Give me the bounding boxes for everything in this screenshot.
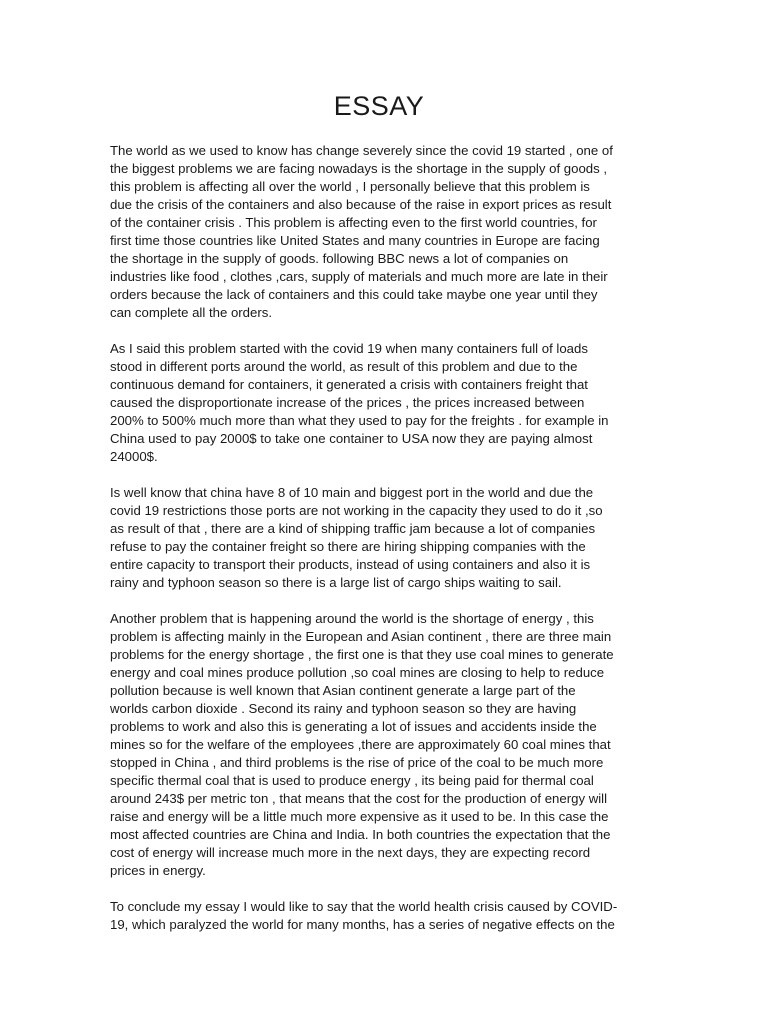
paragraph-5 bbox=[110, 898, 670, 934]
text-line: specific thermal coal that is used to produce energy , its being paid for thermal coal bbox=[110, 773, 594, 788]
text-line: mines so for the welfare of the employees ,there are approximately 60 coal mines that bbox=[110, 737, 611, 752]
paragraph-spacer bbox=[110, 592, 670, 610]
document-title: ESSAY bbox=[333, 91, 425, 121]
essay-body bbox=[110, 142, 670, 934]
text-line: 24000$. bbox=[110, 449, 158, 464]
text-line: China used to pay 2000$ to take one container to USA now they are paying almost bbox=[110, 431, 593, 446]
text-line: pollution because is well known that Asian continent generate a large part of the bbox=[110, 683, 576, 698]
text-line: around 243$ per metric ton , that means that the cost for the production of energy will bbox=[110, 791, 608, 806]
text-line: problems to work and also this is generating a lot of issues and accidents inside the bbox=[110, 719, 597, 734]
text-line: this problem is affecting all over the world , I personally believe that this problem is bbox=[110, 179, 590, 194]
text-line: prices in energy. bbox=[110, 863, 206, 878]
text-line: cost of energy will increase much more in the next days, they are expecting record bbox=[110, 845, 591, 860]
text-line: As I said this problem started with the covid 19 when many containers full of loads bbox=[110, 341, 588, 356]
text-line: raise and energy will be a little much more expensive as it used to be. In this case the bbox=[110, 809, 609, 824]
text-line: first time those countries like United States and many countries in Europe are facing bbox=[110, 233, 600, 248]
paragraph-spacer bbox=[110, 880, 670, 898]
text-line: the biggest problems we are facing nowadays is the shortage in the supply of goods , bbox=[110, 161, 608, 176]
text-line: orders because the lack of containers and this could take maybe one year until they bbox=[110, 287, 598, 302]
text-line: stopped in China , and third problems is the rise of price of the coal to be much more bbox=[110, 755, 604, 770]
text-line: refuse to pay the container freight so there are hiring shipping companies with the bbox=[110, 539, 586, 554]
text-line: worlds carbon dioxide . Second its rainy and typhoon season so they are having bbox=[110, 701, 577, 716]
text-line: rainy and typhoon season so there is a large list of cargo ships waiting to sail. bbox=[110, 575, 562, 590]
text-line: due the crisis of the containers and also because of the raise in export prices as result bbox=[110, 197, 612, 212]
text-line: can complete all the orders. bbox=[110, 305, 272, 320]
paragraph-2 bbox=[110, 340, 670, 466]
paragraph-4 bbox=[110, 610, 670, 880]
text-line: covid 19 restrictions those ports are not working in the capacity they used to do it ,so bbox=[110, 503, 603, 518]
text-line: stood in different ports around the world, as result of this problem and due to the bbox=[110, 359, 578, 374]
text-line: most affected countries are China and India. In both countries the expectation that the bbox=[110, 827, 611, 842]
text-line: 19, which paralyzed the world for many months, has a series of negative effects on the bbox=[110, 917, 615, 932]
paragraph-spacer bbox=[110, 466, 670, 484]
text-line: continuous demand for containers, it generated a crisis with containers freight that bbox=[110, 377, 588, 392]
text-line: industries like food , clothes ,cars, supply of materials and much more are late in their bbox=[110, 269, 608, 284]
text-line: entire capacity to transport their products, instead of using containers and also it is bbox=[110, 557, 591, 572]
text-line: caused the disproportionate increase of the prices , the prices increased between bbox=[110, 395, 585, 410]
text-line: Is well know that china have 8 of 10 main and biggest port in the world and due the bbox=[110, 485, 594, 500]
text-line: problem is affecting mainly in the European and Asian continent , there are three main bbox=[110, 629, 612, 644]
paragraph-3 bbox=[110, 484, 670, 592]
text-line: Another problem that is happening around the world is the shortage of energy , this bbox=[110, 611, 594, 626]
text-line: the shortage in the supply of goods. following BBC news a lot of companies on bbox=[110, 251, 569, 266]
paragraph-spacer bbox=[110, 322, 670, 340]
text-line: energy and coal mines produce pollution ,so coal mines are closing to help to reduce bbox=[110, 665, 605, 680]
text-line: To conclude my essay I would like to say that the world health crisis caused by COVID- bbox=[110, 899, 618, 914]
text-line: of the container crisis . This problem is affecting even to the first world countries, for bbox=[110, 215, 597, 230]
text-line: as result of that , there are a kind of shipping traffic jam because a lot of companies bbox=[110, 521, 596, 536]
text-line: 200% to 500% much more than what they used to pay for the freights . for example in bbox=[110, 413, 609, 428]
text-line: problems for the energy shortage , the first one is that they use coal mines to generate bbox=[110, 647, 614, 662]
text-line: The world as we used to know has change severely since the covid 19 started , one of bbox=[110, 143, 613, 158]
paragraph-1 bbox=[110, 142, 670, 322]
